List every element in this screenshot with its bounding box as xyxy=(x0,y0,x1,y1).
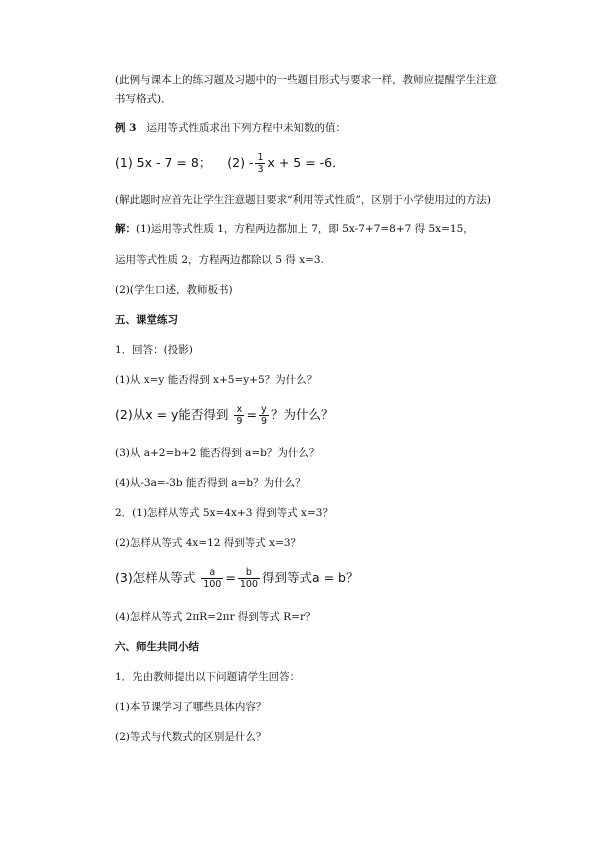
question-2-1: 2．(1)怎样从等式 5x=4x+3 得到等式 x=3？ xyxy=(115,507,333,519)
fraction-b-over-100: $\frac{b}{100}$ xyxy=(239,567,258,590)
analysis-note: (解此题时应首先让学生注意题目要求“利用等式性质”，区别于小学使用过的方法) xyxy=(115,194,491,206)
solution-line2: 运用等式性质 2，方程两边都除以 5 得 x=3. xyxy=(115,254,324,266)
question-1-1: (1)从 x=y 能否得到 x+5=y+5？为什么？ xyxy=(115,374,318,386)
question-2-2: (2)怎样从等式 4x=12 得到等式 x=3？ xyxy=(115,537,302,549)
question-1-3: (3)从 a+2=b+2 能否得到 a=b？为什么？ xyxy=(115,447,320,459)
question-1: 1．回答：(投影) xyxy=(115,344,193,356)
solution-line3: (2)(学生口述，教师板书) xyxy=(115,284,233,296)
section-5-heading: 五、课堂练习 xyxy=(115,314,178,326)
intro-paragraph-line2: 书写格式)． xyxy=(115,93,172,105)
equation-2-prefix: (2) - xyxy=(227,155,254,170)
summary-item-1-2: (2)等式与代数式的区别是什么？ xyxy=(115,731,267,743)
solution-label: 解： xyxy=(115,223,136,235)
question-2-4: (4)怎样从等式 2πR=2πr 得到等式 R=r？ xyxy=(115,611,316,623)
question-1-4: (4)从-3a=-3b 能否得到 a=b？为什么？ xyxy=(115,477,306,489)
section-6-heading: 六、师生共同小结 xyxy=(115,641,199,653)
fraction-x-over-9: $\frac{x}{9}$ xyxy=(236,404,243,427)
intro-paragraph-line1: (此例与课本上的练习题及习题中的一些题目形式与要求一样，教师应提醒学生注意 xyxy=(115,74,498,86)
example-text: 运用等式性质求出下列方程中未知数的值： xyxy=(146,122,346,134)
summary-item-1-1: (1)本节课学习了哪些具体内容？ xyxy=(115,701,267,713)
fraction-a-over-100: $\frac{a}{100}$ xyxy=(203,567,222,590)
equation-2-rest: x + 5 = -6． xyxy=(267,155,345,170)
solution-line1: 解：(1)运用等式性质 1，方程两边都加上 7，即 5x-7+7=8+7 得 5x=15， xyxy=(115,223,474,235)
example-label: 例 3 xyxy=(115,122,137,134)
question-2-3: (3)怎样从等式 $\frac{a}{100}$ = $\frac{b}{100}$ 得到等式a = b？ xyxy=(115,567,359,590)
equation-2-fraction: $\frac{1}{3}$ xyxy=(257,152,264,175)
summary-item-1: 1．先由教师提出以下问题请学生回答： xyxy=(115,671,301,683)
equation-1: (1) 5x - 7 = 8； xyxy=(115,155,212,170)
fraction-y-over-9: $\frac{y}{9}$ xyxy=(260,404,267,427)
question-1-2: (2)从x = y能否得到 $\frac{x}{9}$ = $\frac{y}{9}$ ？为什么？ xyxy=(115,404,334,427)
example-equations xyxy=(115,152,345,175)
example-3 xyxy=(115,121,346,135)
